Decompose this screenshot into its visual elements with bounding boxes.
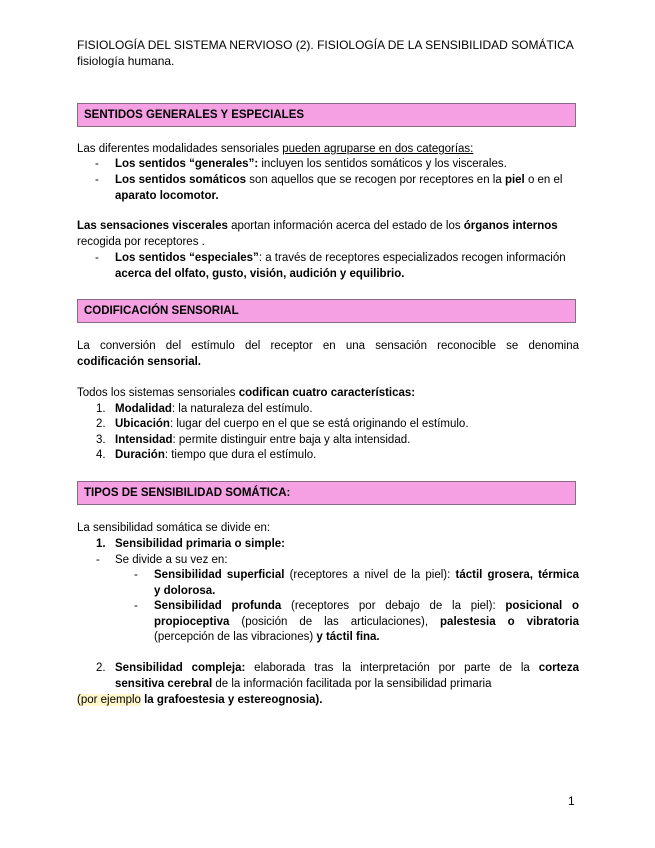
section-heading-tipos: TIPOS DE SENSIBILIDAD SOMÁTICA: <box>77 481 576 505</box>
document-page: FISIOLOGÍA DEL SISTEMA NERVIOSO (2). FISIOLOGÍA DE LA SENSIBILIDAD SOMÁTICA fisiología humana. SENTIDOS GENERALES Y ESPECIALES Las diferentes modalidades sensoriales pueden agruparse en dos categorías: - Los sentidos “generales”: incluyen los sentidos somáticos y los viscerales. - Los sentidos somáticos son aquellos que se recogen por receptores en la piel o en el aparato locomotor. Las sensaciones viscerales aportan información acerca del estado de los órganos internos recogida por receptores . - Los sentidos “especiales”: a través de receptores especializados recogen información acerca del olfato, gusto, visión, audición y equilibrio. CODIFICACIÓN SENSORIAL La conversión del estímulo del receptor en una sensación reconocible se denomina codificación sensorial. Todos los sistemas sensoriales codifican cuatro características: 1. Modalidad: la naturaleza del estímulo. 2. Ubicación: lugar del cuerpo en el que se está originando el estímulo. 3. Intensidad: permite distinguir entre baja y alta intensidad. 4. Duración: tiempo que dura el estímulo. TIPOS DE SENSIBILIDAD SOMÁTICA: La sensibilidad somática se divide en: 1. Sensibilidad primaria o simple: - Se divide a su vez en: - Sensibilidad superficial (receptores a nivel de la piel): táctil grosera, térmica y dolorosa. - Sensibilidad profunda (receptores por debajo de la piel): posicional o propioceptiva (posición de las articulaciones), palestesia o vibratoria (percepción de las vibraciones) y táctil fina. 2. Sensibilidad compleja: elaborada tras la interpretación por parte de la corteza sensitiva cerebral de la información facilitada por la sensibilidad primaria (por ejemplo la grafoestesia y estereognosia). 1 <box>0 0 655 848</box>
paragraph-viscerales: Las sensaciones viscerales aportan información acerca del estado de los órganos internos recogida por receptores . <box>77 220 558 248</box>
section-heading-sentidos: SENTIDOS GENERALES Y ESPECIALES <box>77 103 576 127</box>
section-heading-codificacion: CODIFICACIÓN SENSORIAL <box>77 299 576 323</box>
paragraph-intro-modalidades: Las diferentes modalidades sensoriales pueden agruparse en dos categorías: <box>77 143 474 155</box>
document-title: FISIOLOGÍA DEL SISTEMA NERVIOSO (2). FISIOLOGÍA DE LA SENSIBILIDAD SOMÁTICA <box>77 38 574 52</box>
page-number: 1 <box>568 794 575 808</box>
paragraph-se-divide: La sensibilidad somática se divide en: <box>77 522 271 534</box>
document-subtitle: fisiología humana. <box>77 54 175 68</box>
paragraph-conversion: La conversión del estímulo del receptor en una sensación reconocible se denomina codificación sensorial. <box>77 340 579 368</box>
paragraph-ejemplo: (por ejemplo la grafoestesia y estereognosia). <box>77 694 323 706</box>
paragraph-cuatro-caracteristicas: Todos los sistemas sensoriales codifican cuatro características: <box>77 387 416 399</box>
